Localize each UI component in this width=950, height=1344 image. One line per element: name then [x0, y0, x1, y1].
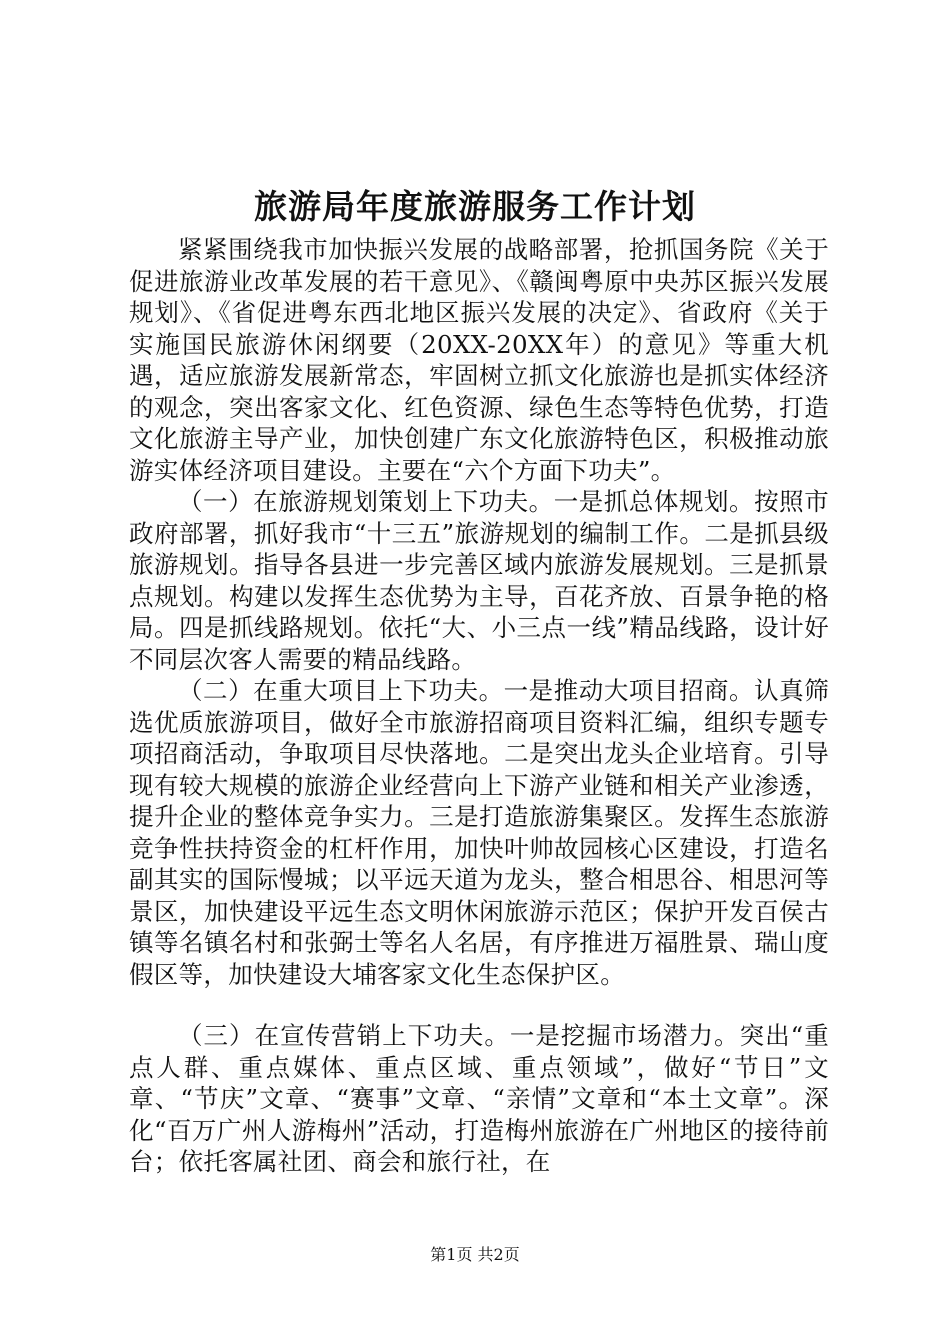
paragraph-planning: （一）在旅游规划策划上下功夫。一是抓总体规划。按照市政府部署，抓好我市“十三五”旅游规划的编制工作。二是抓县级旅游规划。指导各县进一步完善区域内旅游发展规划。三是抓景点规划。构建以发挥生态优势为主导，百花齐放、百景争艳的格局。四是抓线路规划。依托“大、小三点一线”精品线路，设计好不同层次客人需要的精品线路。 — [129, 487, 829, 674]
paragraph-marketing: （三）在宣传营销上下功夫。一是挖掘市场潜力。突出“重点人群、重点媒体、重点区域、重点领域”，做好“节日”文章、“节庆”文章、“赛事”文章、“亲情”文章和“本土文章”。深化“百万广州人游梅州”活动，打造梅州旅游在广州地区的接待前台；依托客属社团、商会和旅行社，在 — [129, 1021, 829, 1176]
paragraph-projects: （二）在重大项目上下功夫。一是推动大项目招商。认真筛选优质旅游项目，做好全市旅游招商项目资料汇编，组织专题专项招商活动，争取项目尽快落地。二是突出龙头企业培育。引导现有较大规模的旅游企业经营向上下游产业链和相关产业渗透，提升企业的整体竞争实力。三是打造旅游集聚区。发挥生态旅游竞争性扶持资金的杠杆作用，加快叶帅故园核心区建设，打造名副其实的国际慢城；以平远天道为龙头，整合相思谷、相思河等景区，加快建设平远生态文明休闲旅游示范区；保护开发百侯古镇等名镇名村和张弼士等名人名居，有序推进万福胜景、瑞山度假区等，加快建设大埔客家文化生态保护区。 — [129, 676, 829, 989]
document-title: 旅游局年度旅游服务工作计划 — [254, 187, 696, 226]
paragraph-intro: 紧紧围绕我市加快振兴发展的战略部署，抢抓国务院《关于促进旅游业改革发展的若干意见》、《赣闽粤原中央苏区振兴发展规划》、《省促进粤东西北地区振兴发展的决定》、省政府《关于实施国民旅游休闲纲要（20XX-20XX年）的意见》等重大机遇，适应旅游发展新常态，牢固树立抓文化旅游也是抓实体经济的观念，突出客家文化、红色资源、绿色生态等特色优势，打造文化旅游主导产业，加快创建广东文化旅游特色区，积极推动旅游实体经济项目建设。主要在“六个方面下功夫”。 — [129, 235, 829, 485]
page-footer: 第1页 共2页 — [430, 1245, 520, 1264]
paragraph-gap — [129, 990, 829, 1020]
document-body — [129, 234, 829, 1178]
